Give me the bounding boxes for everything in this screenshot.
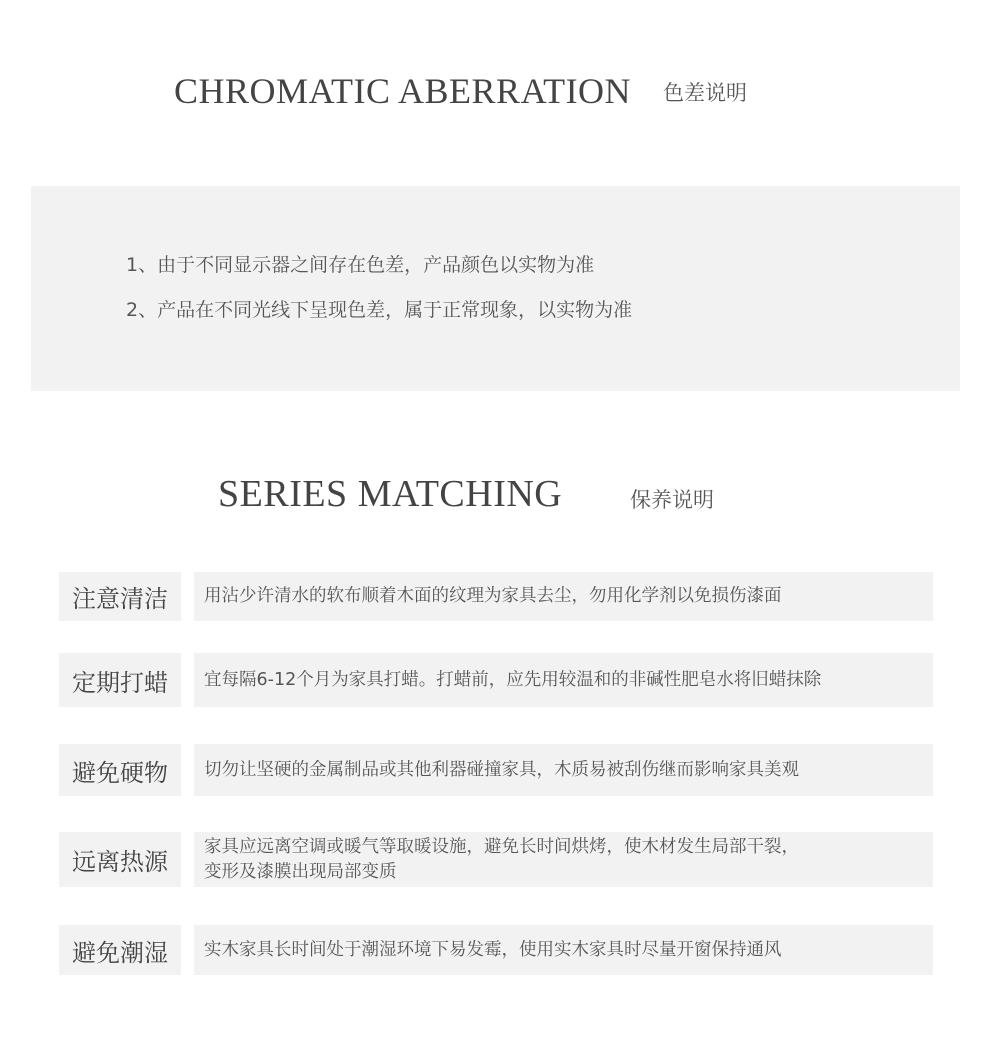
care-item-description <box>194 668 827 693</box>
series-matching-heading <box>0 470 990 520</box>
care-item-description <box>194 835 805 885</box>
care-item-description-line: 家具应远离空调或暖气等取暖设施，避免长时间烘烤，使木材发生局部干裂， <box>204 836 799 857</box>
care-item-label: 定期打蜡 <box>59 653 181 707</box>
care-item-description-line: 宜每隔6-12个月为家具打蜡。打蜡前，应先用较温和的非碱性肥皂水将旧蜡抹除 <box>204 669 822 690</box>
care-item-label: 避免潮湿 <box>59 925 181 975</box>
chromatic-aberration-title-en: CHROMATIC ABERRATION <box>174 71 632 111</box>
series-matching-title-cn: 保养说明 <box>630 488 714 512</box>
care-item-waxing <box>59 653 933 707</box>
care-item-description <box>194 758 805 783</box>
care-item-description-box <box>194 744 933 796</box>
care-item-description-box <box>194 572 933 621</box>
care-item-description-box <box>194 832 933 887</box>
chromatic-aberration-notes <box>31 186 960 391</box>
care-item-cleaning <box>59 572 933 621</box>
chromatic-aberration-title-cn: 色差说明 <box>663 81 747 105</box>
care-item-description-box <box>194 653 933 707</box>
note-line: 1、由于不同显示器之间存在色差，产品颜色以实物为准 <box>126 254 595 276</box>
series-matching-title-en: SERIES MATCHING <box>218 473 563 515</box>
note-line: 2、产品在不同光线下呈现色差，属于正常现象，以实物为准 <box>126 299 633 321</box>
care-item-label: 远离热源 <box>59 832 181 887</box>
care-item-description-line: 变形及漆膜出现局部变质 <box>204 861 397 882</box>
care-item-description-line: 切勿让坚硬的金属制品或其他利器碰撞家具，木质易被刮伤继而影响家具美观 <box>204 759 799 780</box>
care-item-description-box <box>194 925 933 975</box>
care-item-avoid-hard-objects <box>59 744 933 796</box>
care-item-description-line: 用沾少许清水的软布顺着木面的纹理为家具去尘，勿用化学剂以免损伤漆面 <box>204 586 782 606</box>
care-item-description <box>194 938 788 963</box>
care-item-label: 注意清洁 <box>59 572 181 621</box>
care-item-description-line: 实木家具长时间处于潮湿环境下易发霉，使用实木家具时尽量开窗保持通风 <box>204 939 782 960</box>
care-item-description <box>194 584 788 609</box>
chromatic-aberration-heading <box>0 68 990 118</box>
care-item-label: 避免硬物 <box>59 744 181 796</box>
care-item-avoid-heat <box>59 832 933 887</box>
care-item-avoid-moisture <box>59 925 933 975</box>
